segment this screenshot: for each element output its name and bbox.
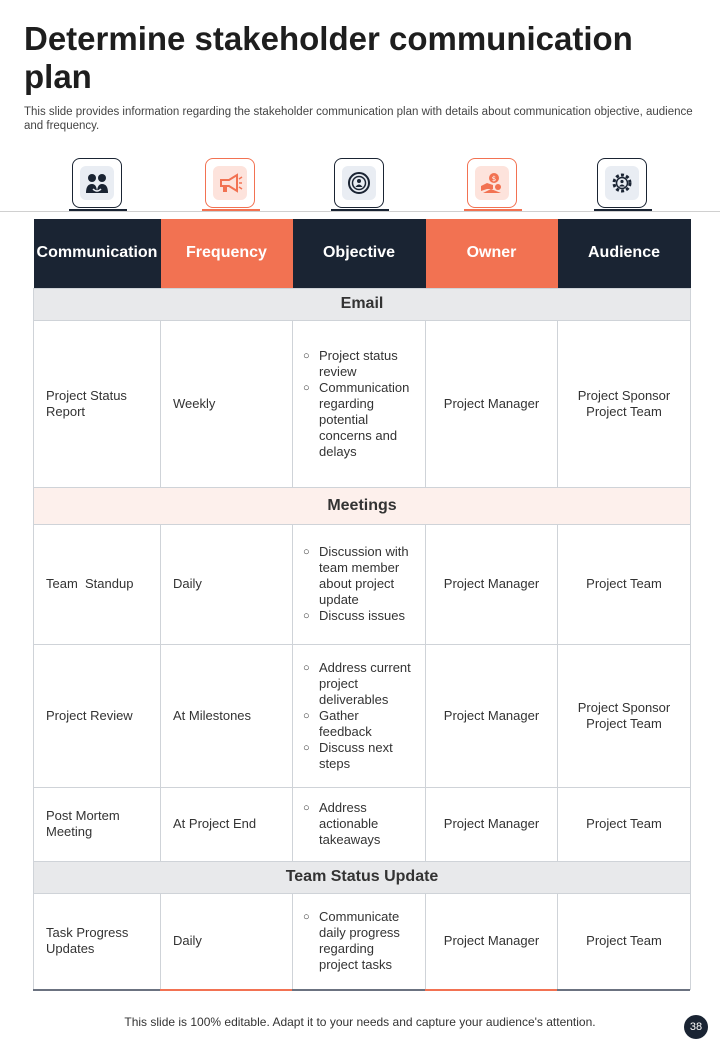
cell-objective	[293, 644, 426, 787]
objective-item: ○ Project status review	[319, 348, 413, 380]
megaphone-icon	[205, 158, 255, 208]
objective-item: ○ Address actionable takeaways	[319, 800, 413, 848]
table-row	[34, 893, 691, 989]
objective-item: ○ Address current project deliverables	[319, 660, 413, 708]
cell-communication: Project Status Report	[34, 320, 161, 487]
cell-owner: Project Manager	[426, 524, 558, 644]
icon-underline	[594, 209, 652, 211]
table-row	[34, 524, 691, 644]
audience-line: Project Sponsor	[577, 387, 671, 403]
cell-objective	[293, 893, 426, 989]
cell-frequency: Weekly	[161, 320, 293, 487]
page-title: Determine stakeholder communication plan	[24, 20, 633, 95]
icon-underline	[202, 209, 260, 211]
cell-audience	[558, 787, 691, 861]
header-audience: Audience	[558, 219, 691, 288]
cell-objective	[293, 787, 426, 861]
cell-frequency: Daily	[161, 524, 293, 644]
section-email: Email	[34, 288, 691, 320]
gear-team-icon	[597, 158, 647, 208]
icon-underline	[69, 209, 127, 211]
section-row	[34, 487, 691, 524]
objective-item: ○ Communicate daily progress regarding project tasks	[319, 909, 413, 973]
objective-item: ○ Discuss issues	[319, 608, 413, 624]
target-user-icon	[334, 158, 384, 208]
page-number: 38	[684, 1015, 708, 1039]
header-communication: Communication	[34, 219, 161, 288]
cell-audience	[558, 524, 691, 644]
page-subtitle: This slide provides information regarding the stakeholder communication plan with details about communication objective, audience and frequency.	[24, 106, 693, 132]
table-bottom-accent	[33, 989, 690, 991]
cell-frequency: Daily	[161, 893, 293, 989]
cell-communication: Post Mortem Meeting	[34, 787, 161, 861]
audience-line: Project Team	[586, 933, 662, 948]
table-row	[34, 320, 691, 487]
icon-row	[0, 150, 720, 212]
cell-frequency: At Milestones	[161, 644, 293, 787]
footer-note: This slide is 100% editable. Adapt it to your needs and capture your audience's attention.	[124, 1015, 596, 1029]
cell-audience	[558, 893, 691, 989]
section-team-status: Team Status Update	[34, 861, 691, 893]
objective-item: ○ Gather feedback	[319, 708, 413, 740]
table-row	[34, 644, 691, 787]
audience-line: Project Sponsor	[577, 699, 671, 715]
cell-owner: Project Manager	[426, 644, 558, 787]
table-header-row	[34, 219, 691, 288]
audience-line: Project Team	[586, 576, 662, 591]
objective-item: ○ Communication regarding potential concerns and delays	[319, 380, 413, 460]
icon-underline	[464, 209, 522, 211]
cell-audience	[558, 320, 691, 487]
cell-frequency: At Project End	[161, 787, 293, 861]
audience-line: Project Team	[586, 816, 662, 831]
section-row	[34, 861, 691, 893]
header-objective: Objective	[293, 219, 426, 288]
communication-plan-table	[33, 219, 691, 990]
people-icon	[72, 158, 122, 208]
header-owner: Owner	[426, 219, 558, 288]
objective-item: ○ Discuss next steps	[319, 740, 413, 772]
cell-audience	[558, 644, 691, 787]
cell-objective	[293, 524, 426, 644]
table-row	[34, 787, 691, 861]
section-meetings: Meetings	[34, 487, 691, 524]
objective-item: ○ Discussion with team member about project update	[319, 544, 413, 608]
audience-line: Project Team	[586, 715, 662, 731]
cell-owner: Project Manager	[426, 893, 558, 989]
cell-owner: Project Manager	[426, 787, 558, 861]
header-frequency: Frequency	[161, 219, 293, 288]
hand-coin-icon	[467, 158, 517, 208]
cell-owner: Project Manager	[426, 320, 558, 487]
cell-communication: Team Standup	[34, 524, 161, 644]
audience-line: Project Team	[586, 403, 662, 419]
svg-text:$: $	[491, 175, 497, 183]
section-row	[34, 288, 691, 320]
cell-communication: Task Progress Updates	[34, 893, 161, 989]
cell-communication: Project Review	[34, 644, 161, 787]
cell-objective	[293, 320, 426, 487]
icon-underline	[331, 209, 389, 211]
